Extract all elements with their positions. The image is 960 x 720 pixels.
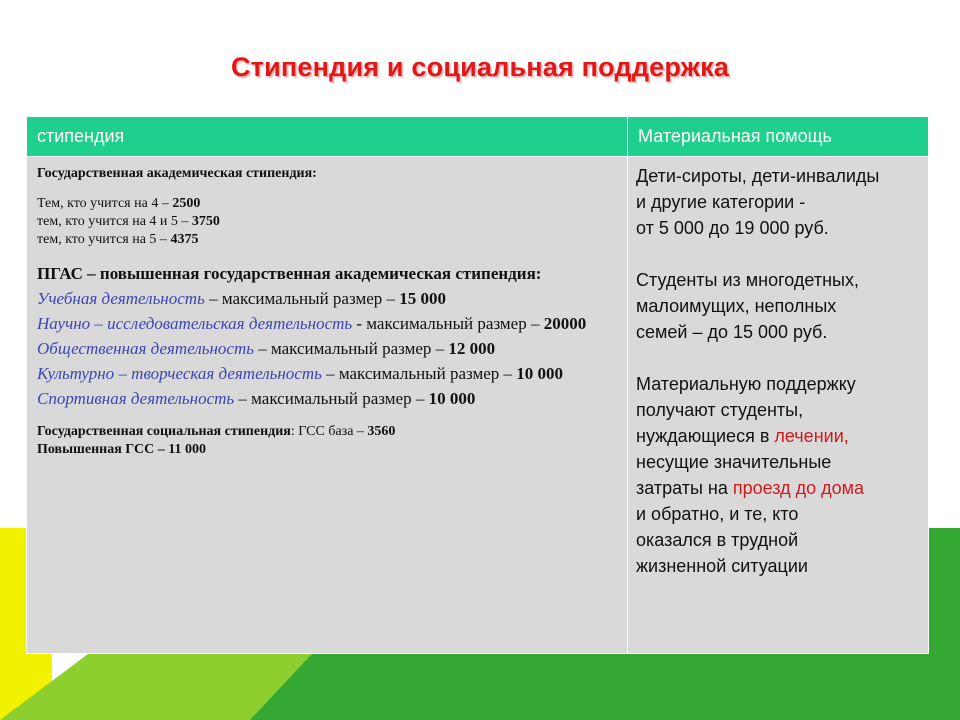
pgas-study: Учебная деятельность – максимальный размер – 15 000 [37,289,446,308]
bg-darkgreen-right [925,528,960,720]
pgas-culture: Культурно – творческая деятельность – максимальный размер – 10 000 [37,364,564,383]
pgas-science: Научно – исследовательская деятельность - максимальный размер – 20000 [37,314,587,333]
page-title: Стипендия и социальная поддержка [230,52,730,82]
scholarship-cell [27,157,628,654]
treatment-highlight: лечении, [774,426,849,446]
material-aid-cell [628,157,929,654]
pgas-block [37,261,617,411]
col-header-material-aid: Материальная помощь [628,117,929,157]
table-header-row [27,117,929,157]
table-row [27,157,929,654]
col-header-scholarship: стипендия [27,117,628,157]
gss-block [37,423,617,459]
pgss-line: Повышенная ГСС – 11 000 [37,442,206,457]
gas-row-4: Тем, кто учится на 4 – 2500 [37,196,201,211]
aid-large-families: Студенты из многодетных, малоимущих, неполных семей – до 15 000 руб. [636,270,859,342]
pgas-social: Общественная деятельность – максимальный размер – 12 000 [37,339,496,358]
gas-values [37,195,617,249]
gss-line: Государственная социальная стипендия: ГСС база – 3560 [37,424,396,439]
aid-orphans: Дети-сироты, дети-инвалиды и другие категории - от 5 000 до 19 000 руб. [636,166,880,238]
gas-heading: Государственная академическая стипендия: [37,166,317,181]
pgas-sport: Спортивная деятельность – максимальный размер – 10 000 [37,389,476,408]
pgas-heading: ПГАС – повышенная государственная академическая стипендия: [37,264,542,283]
scholarship-table [26,116,929,654]
aid-support: Материальную поддержку получают студенты, нуждающиеся в лечении, несущие значительные затраты на проезд до дома и обратно, и те, кто оказался в трудной жизненной ситуации [636,374,865,576]
travel-highlight: проезд до дома [732,478,865,498]
gas-row-45: тем, кто учится на 4 и 5 – 3750 [37,214,220,229]
gas-row-5: тем, кто учится на 5 – 4375 [37,232,199,247]
